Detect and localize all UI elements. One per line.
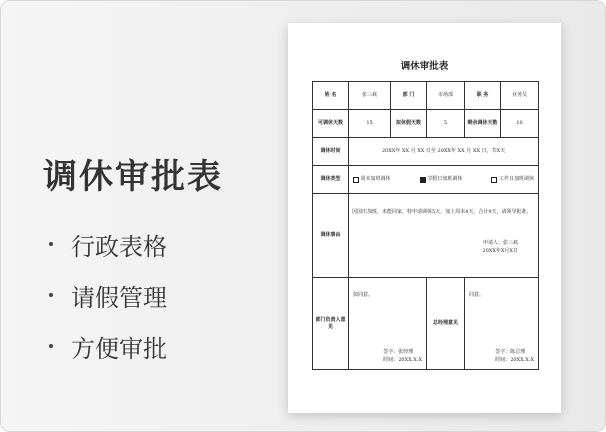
gm-time: 时间：20XX.X.X — [495, 357, 534, 363]
time-label: 调休时间 — [313, 138, 349, 166]
checkbox-checked-icon — [420, 177, 426, 183]
feature-item — [49, 280, 167, 310]
document-title: 调休审批表 — [400, 61, 449, 72]
feature-item — [49, 331, 167, 361]
type-option — [420, 176, 463, 183]
dept-value: 市场部 — [427, 82, 465, 110]
reason-text: 因国庆加班，未能回家，特申请调休5天，加上周末4天，合计9天，请领导批准。 — [352, 209, 532, 215]
position-value: 业务员 — [501, 82, 539, 110]
dept-head-opinion: 拟同意。 — [353, 292, 374, 298]
gm-opinion: 同意。 — [469, 292, 485, 298]
type-option-label: 节假日加班调休 — [427, 176, 463, 183]
gm-opinion-cell — [465, 278, 539, 370]
checkbox-icon — [353, 177, 359, 183]
dept-head-label: 部门负责人意见 — [313, 278, 349, 370]
remaining-days-label: 剩余调休天数 — [465, 110, 501, 138]
feature-label: 方便审批 — [71, 334, 167, 363]
checkbox-icon — [491, 177, 497, 183]
gm-label: 总经理意见 — [427, 278, 465, 370]
type-option-label: 周末加班调休 — [360, 176, 391, 183]
dept-head-sign: 签字：张经理 — [383, 349, 414, 355]
table-row — [313, 166, 539, 194]
name-value: 张三疯 — [349, 82, 391, 110]
table-row — [313, 82, 539, 110]
reason-cell — [349, 194, 539, 278]
type-option — [491, 176, 534, 183]
reason-label: 调休事由 — [313, 194, 349, 278]
feature-list — [49, 229, 167, 382]
bullet-icon — [49, 344, 53, 348]
type-options — [349, 166, 539, 194]
available-days-value: 15 — [349, 110, 391, 138]
planned-days-value: 5 — [427, 110, 465, 138]
type-option — [353, 176, 391, 183]
gm-sign: 签字：陈总理 — [495, 349, 526, 355]
dept-head-time: 时间：20XX.X.X — [383, 357, 422, 363]
table-row — [313, 194, 539, 278]
applicant-block — [482, 240, 518, 255]
product-title: 调休审批表 — [43, 157, 223, 197]
application-date: 20XX年X月X日 — [482, 247, 518, 254]
table-row — [313, 278, 539, 370]
type-label: 调休类型 — [313, 166, 349, 194]
dept-head-opinion-cell — [349, 278, 427, 370]
applicant-name: 申请人：张三疯 — [482, 240, 518, 246]
table-row — [313, 110, 539, 138]
bullet-icon — [49, 293, 53, 297]
approval-form-table — [312, 81, 539, 370]
type-option-label: 工作日加班调休 — [498, 176, 534, 183]
dept-head-sign-block — [383, 348, 422, 364]
feature-label: 请假管理 — [71, 283, 167, 312]
position-label: 职 务 — [465, 82, 501, 110]
available-days-label: 可调休天数 — [313, 110, 349, 138]
gm-sign-block — [495, 348, 534, 364]
feature-item — [49, 229, 167, 259]
name-label: 姓 名 — [313, 82, 349, 110]
planned-days-label: 拟休假天数 — [391, 110, 427, 138]
feature-label: 行政表格 — [71, 232, 167, 261]
remaining-days-value: 10 — [501, 110, 539, 138]
table-row — [313, 138, 539, 166]
bullet-icon — [49, 242, 53, 246]
document-preview — [288, 23, 561, 413]
time-value: 20XX年 XX 月 XX 日至 20XX年 XX 月 XX 日，共X天 — [349, 138, 539, 166]
dept-label: 部 门 — [391, 82, 427, 110]
